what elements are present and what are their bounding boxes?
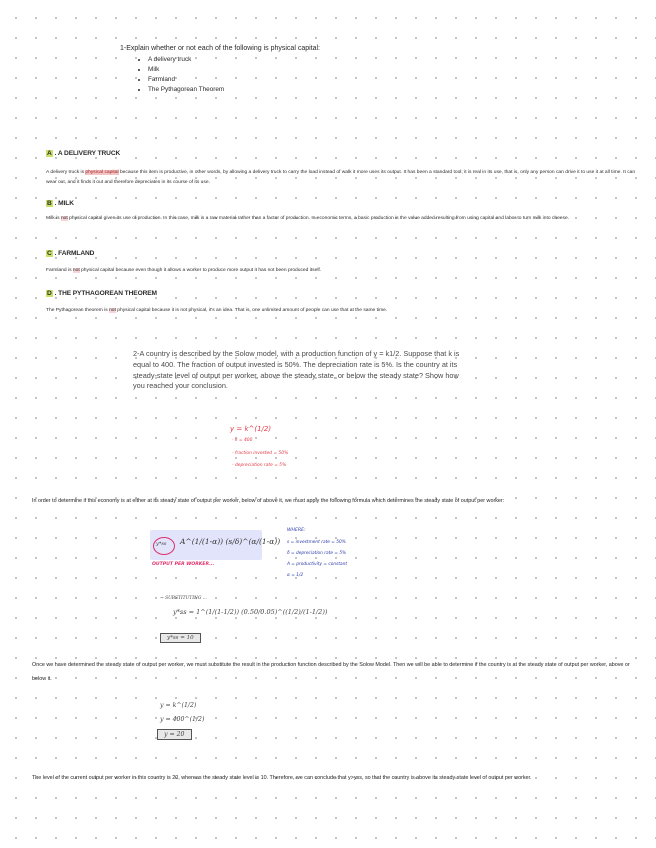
section-c-text: Farmland is [46,268,73,273]
paragraph-steady-state-intro: In order to determine if this economy is at either at its steady state of output per worker, below of above it, we must apply the following formula which determines the steady state of output per worker: [32,498,505,504]
section-c-heading [46,250,94,257]
section-b-text-rest: physical capital given its use of production. In this case, milk is a raw material rather than a factor of production. In economic terms, a basic production is the value added resulting from using capital and labor to turn milk into cheese. [67,216,570,221]
section-d-title: . THE PYTHAGOREAN THEOREM [54,290,157,297]
where-item: s = investment rate = 50% [287,540,346,545]
section-d-text: The Pythagorean theorem is [46,308,110,313]
formula-caption: OUTPUT PER WORKER... [152,562,215,567]
question-1-list [120,55,320,95]
list-item: • Milk [148,65,320,75]
where-item: α = 1/2 [287,573,304,578]
section-b-highlight: not [60,216,68,221]
section-a-heading [46,150,120,157]
substitute-result: y*ss = 10 [160,633,201,643]
section-d-paragraph [46,306,636,316]
list-item: • The Pythagorean Theorem [148,85,320,95]
section-d-text-rest: physical capital because it is not physical, it's an idea. That is, one unlimited amount of people can use that at the same time. [115,308,388,313]
section-b-paragraph [46,214,636,224]
section-d-heading [46,290,157,297]
question-2: 2-A country is described by the Solow model, with a production function of y = k1/2. Suppose that k is equal to 400. The fraction of output invested is 50%. The depreciation rate is 5%. Is the country at its steady-state level of output per worker, above the steady state, or below the steady state? Show how you reached your conclusion. [133,349,460,391]
calc-result: y = 20 [157,729,192,740]
section-d-letter: D [47,290,52,297]
list-item: • A delivery truck [148,55,320,65]
section-c-highlight: not [72,268,80,273]
where-title: WHERE: [287,528,306,533]
list-item: • Farmland [148,75,320,85]
note-red-1: y = k^(1/2) [230,425,272,433]
section-a-letter: A [47,150,52,157]
question-1 [120,45,320,95]
note-red-4: - depreciation rate = 5% [232,463,287,468]
section-b-title: . MILK [54,200,74,207]
section-b-text: Milk is [46,216,61,221]
paragraph-substitute-production: Once we have determined the steady state of output per worker, we must substitute the result in the production function described by the Solow Model. Then we will be able to determine if the country is at the steady state of output per worker, above or below it. [32,662,630,682]
formula-lhs: y*ss [156,541,167,547]
where-item: A = productivity = constant [287,562,348,567]
substitute-label: → SUBSTITUTING ... [160,596,207,601]
formula-main: A^(1/(1-α)) (s/δ)^(α/(1-α)) [180,537,281,546]
where-item: δ = depreciation rate = 5% [287,551,347,556]
paragraph-conclusion: The level of the current output per worker in this country is 20, whereas the steady state level is 10. Therefore, we can conclude that y>yss, so that the country is above its steady state level of output per worker. [32,775,532,781]
section-b-letter: B [47,200,52,207]
section-a-title: . A DELIVERY TRUCK [54,150,121,157]
note-red-3: - fraction invested = 50% [232,451,289,456]
section-c-letter: C [47,250,52,257]
section-c-title: . FARMLAND [54,250,95,257]
section-a-highlight: physical capital [85,170,119,175]
question-1-prompt: 1-Explain whether or not each of the following is physical capital: [120,45,320,52]
section-c-paragraph [46,266,636,276]
calc-line-2: y = 400^(1/2) [160,716,205,723]
section-b-heading [46,200,74,207]
section-a-paragraph [46,168,636,187]
section-a-text-rest: because this item is productive, in other words, by allowing a delivery truck to carry the load instead of walk it more uses its output. It has been a standard tool; it is real in its use, that is, only any person can drive it to use it at all time. It can wear out, and it finds it out and therefore depreciates in its course of its use. [46,170,636,185]
substitute-expression: y*ss = 1^(1/(1-1/2)) (0.50/0.05)^((1/2)/(1-1/2)) [173,608,328,616]
section-a-text: A delivery truck is [46,170,86,175]
note-red-2: - k = 400 [232,438,253,443]
calc-line-1: y = k^(1/2) [160,702,197,709]
section-d-highlight: not [109,308,116,313]
section-c-text-rest: physical capital because even though it allows a worker to produce more output it has not been produced itself. [79,268,322,273]
